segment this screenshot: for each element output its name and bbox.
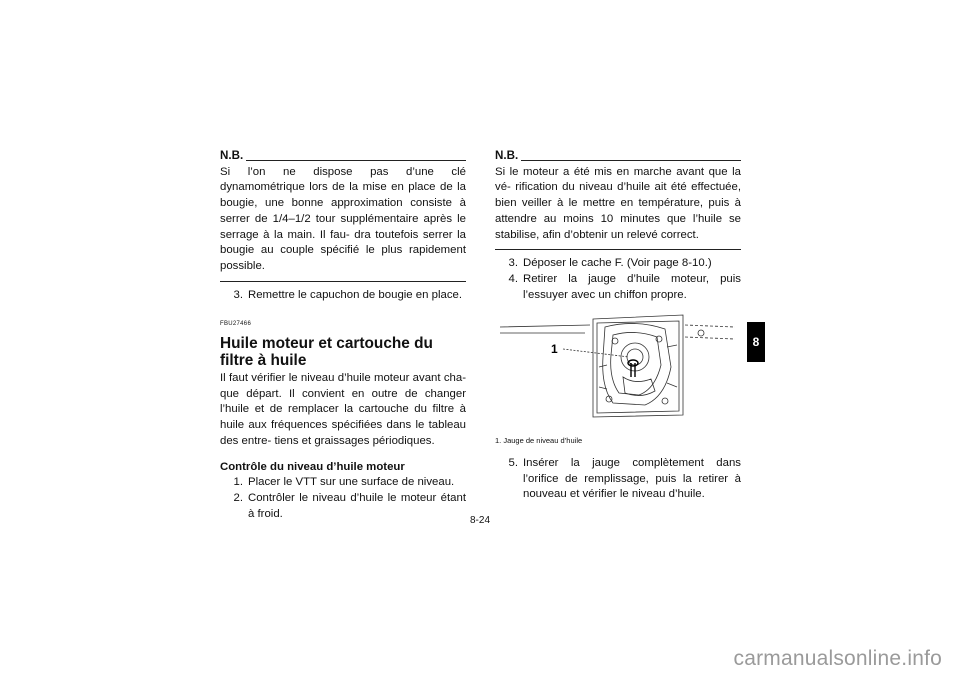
section-intro: Il faut vérifier le niveau d’huile moteur avant cha- que départ. Il convient en outre de changer l’huile et de remplacer la cartouche du filtre à huile aux fréquences spécifiées dans le tableau des entre- tiens et graissages périodiques. [220, 372, 466, 447]
nb-rule [246, 160, 466, 161]
nb-text: Si l’on ne dispose pas d’une clé dynamométrique lors de la mise en place de la bougie, une bonne approximation consiste à serrer de 1/4–1/2 tour supplémentaire après le serrage à la main. Il fau- dra toutefois serrer la bougie au couple spécifié le plus rapidement possible. [220, 165, 466, 272]
figure-callout: 1 [551, 342, 558, 357]
nb-label: N.B. [220, 149, 244, 162]
nb-rule [521, 160, 741, 161]
nb-heading [495, 148, 741, 164]
left-column [220, 148, 466, 522]
step-1: 1. Placer le VTT sur une surface de niveau. [233, 476, 455, 489]
figure-caption: 1. Jauge de niveau d’huile [495, 436, 583, 446]
dipstick-illustration [495, 307, 741, 427]
watermark: carmanualsonline.info [733, 647, 942, 670]
nb-end-rule [495, 249, 741, 250]
nb-text: Si le moteur a été mis en marche avant que la vé- rification du niveau d’huile ait été effectuée, bien veiller à le mettre en température, puis à attendre au moins 10 minutes que l’huile se stabilise, afin d’obtenir un relevé correct. [495, 165, 741, 241]
nb-end-rule [220, 281, 466, 282]
section-code: FBU27466 [220, 321, 252, 328]
step-2: 2. Contrôler le niveau d’huile le moteur étant à froid. [233, 491, 466, 520]
section-heading: Huile moteur et cartouche du filtre à huile [220, 335, 433, 370]
step-5: 5. Insérer la jauge complètement dans l’orifice de remplissage, puis la retirer à nouveau et vérifier le niveau d’huile. [508, 457, 741, 501]
page-number: 8-24 [469, 515, 490, 526]
engine-figure [495, 307, 741, 427]
step-3: 3. Déposer le cache F. (Voir page 8-10.) [508, 257, 712, 270]
step-3: 3. Remettre le capuchon de bougie en place. [233, 288, 463, 301]
chapter-tab: 8 [747, 322, 765, 362]
subheading: Contrôle du niveau d’huile moteur [220, 460, 405, 473]
step-4: 4. Retirer la jauge d’huile moteur, puis l’essuyer avec un chiffon propre. [508, 272, 741, 301]
nb-label: N.B. [495, 149, 519, 162]
nb-heading [220, 148, 466, 164]
right-column [495, 148, 741, 503]
